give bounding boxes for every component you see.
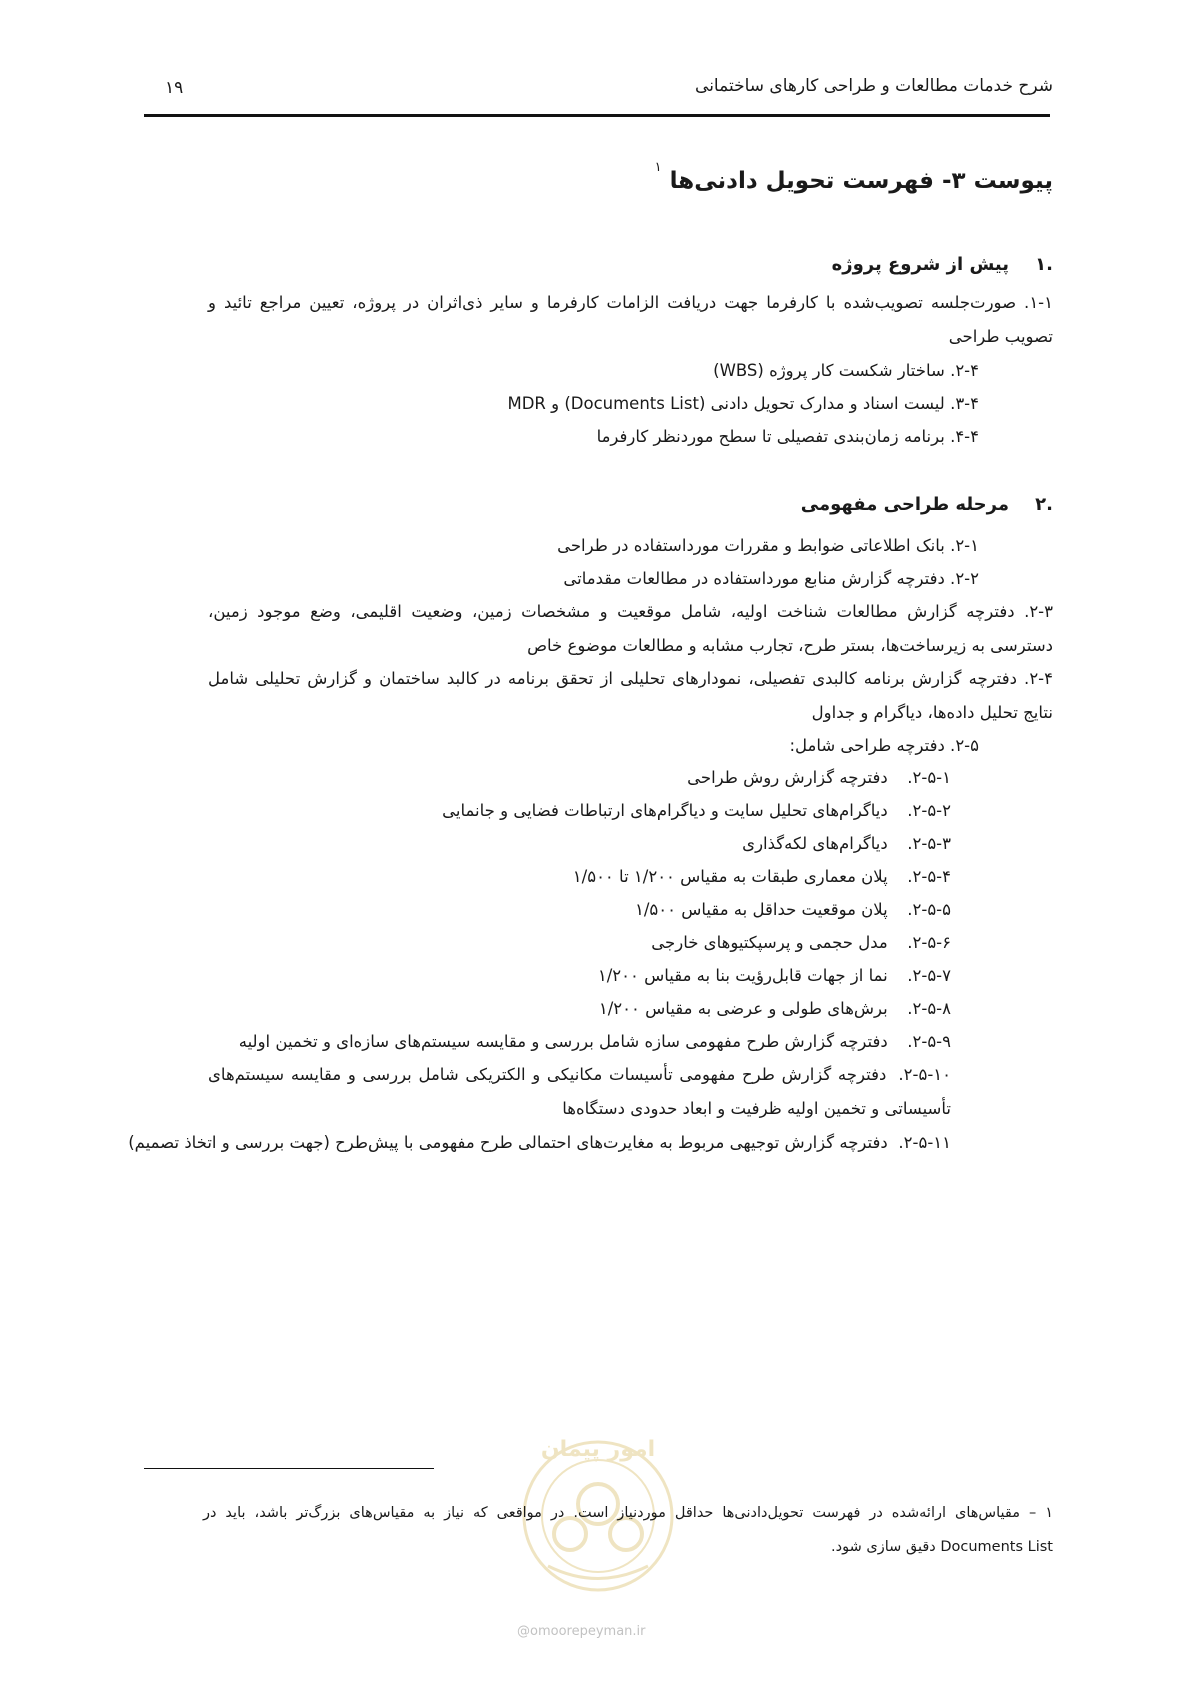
subitem-2-5-5: [635, 893, 951, 927]
section-2-item-2: ۲-۲. دفترچه گزارش منابع مورداستفاده در مطالعات مقدماتی: [563, 569, 979, 588]
section-1-item-1: ۱-۱. صورت‌جلسه تصویب‌شده با کارفرما جهت دریافت الزامات کارفرما و سایر ذی‌اثران در پروژه، تعیین مراجع تائید و تصویب طراحی: [208, 293, 1053, 346]
footnote-reference: ۱: [654, 160, 662, 176]
subitem-2-5-11: [128, 1126, 951, 1160]
subitem-number: ۲-۵-۷.: [907, 966, 951, 985]
subitem-text: دیاگرام‌های لکه‌گذاری: [742, 834, 888, 853]
subitem-number: ۲-۵-۸.: [907, 999, 951, 1018]
subitem-text: دیاگرام‌های تحلیل سایت و دیاگرام‌های ارتباطات فضایی و جانمایی: [442, 801, 888, 820]
subitem-2-5-6: [651, 926, 951, 960]
subitem-2-5-3: [742, 827, 951, 861]
subitem-2-5-8: [599, 992, 951, 1026]
subitem-number: ۲-۵-۱۰.: [898, 1065, 951, 1084]
appendix-title-text: پیوست ۳- فهرست تحویل دادنی‌ها: [669, 168, 1053, 194]
section-2-number: .۲: [1035, 494, 1053, 515]
section-1-title: پیش از شروع پروژه: [831, 254, 1009, 275]
page-number: ۱۹: [165, 78, 184, 98]
subitem-2-5-2: [442, 794, 951, 828]
subitem-number: ۲-۵-۹.: [907, 1032, 951, 1051]
section-2-heading: [801, 494, 1053, 515]
subitem-number: ۲-۵-۳.: [907, 834, 951, 853]
subitem-number: ۲-۵-۶.: [907, 933, 951, 952]
section-1-number: .۱: [1035, 254, 1053, 275]
subitem-number: ۲-۵-۱.: [907, 768, 951, 787]
section-1-item-4: ۴-۴. برنامه زمان‌بندی تفصیلی تا سطح موردنظر کارفرما: [596, 427, 979, 446]
section-2-item-5: ۲-۵. دفترچه طراحی شامل:: [789, 736, 979, 755]
footnote-divider: [144, 1468, 434, 1469]
section-1-item-2: ۲-۴. ساختار شکست کار پروژه (WBS): [713, 361, 979, 380]
watermark-url: @omoorepeyman.ir: [517, 1624, 646, 1639]
subitem-text: نما از جهات قابل‌رؤیت بنا به مقیاس ۱/۲۰۰: [597, 966, 888, 985]
subitem-text: دفترچه گزارش طرح مفهومی تأسیسات مکانیکی و الکتریکی شامل بررسی و مقایسه سیستم‌های تأسیساتی و تخمین اولیه ظرفیت و ابعاد حدودی دستگاه‌ها: [208, 1065, 951, 1118]
watermark-brand-text: امور پیمان: [540, 1437, 656, 1462]
footnote: [203, 1496, 1053, 1564]
appendix-title: [653, 160, 1053, 194]
section-2-item-3: ۲-۳. دفترچه گزارش مطالعات شناخت اولیه، شامل موقعیت و مشخصات زمین، وضعیت اقلیمی، وضع موجود زمین، دسترسی به زیرساخت‌ها، بستر طرح، تجارب مشابه و مطالعات موضوع خاص: [208, 602, 1053, 655]
section-2-item-1: ۲-۱. بانک اطلاعاتی ضوابط و مقررات مورداستفاده در طراحی: [557, 536, 979, 555]
subitem-text: دفترچه گزارش توجیهی مربوط به مغایرت‌های احتمالی طرح مفهومی با پیش‌طرح (جهت بررسی و اتخاذ تصمیم): [128, 1133, 888, 1152]
subitem-number: ۲-۵-۲.: [907, 801, 951, 820]
subitem-text: دفترچه گزارش روش طراحی: [687, 768, 888, 787]
footnote-marker: ۱ –: [1028, 1505, 1054, 1521]
section-1-item-3: ۳-۴. لیست اسناد و مدارک تحویل دادنی (Documents List) و MDR: [507, 394, 979, 413]
running-header-title: شرح خدمات مطالعات و طراحی کارهای ساختمانی: [695, 76, 1053, 96]
section-2-item-4: ۲-۴. دفترچه گزارش برنامه کالبدی تفصیلی، نمودارهای تحلیلی از تحقق برنامه در کالبد ساختمان و گزارش تحلیلی شامل نتایج تحلیل داده‌ها، دیاگرام و جداول: [208, 669, 1053, 722]
subitem-2-5-1: [687, 761, 951, 795]
subitem-2-5-4: [573, 860, 951, 894]
footnote-text: مقیاس‌های ارائه‌شده در فهرست تحویل‌دادنی‌ها حداقل موردنیاز است. در مواقعی که نیاز به مقیاس‌های بزرگ‌تر باشد، باید در Documents List دقیق سازی شود.: [203, 1505, 1053, 1555]
subitem-text: دفترچه گزارش طرح مفهومی سازه شامل بررسی و مقایسه سیستم‌های سازه‌ای و تخمین اولیه: [238, 1032, 888, 1051]
subitem-number: ۲-۵-۵.: [907, 900, 951, 919]
section-2-title: مرحله طراحی مفهومی: [800, 494, 1009, 515]
subitem-text: پلان معماری طبقات به مقیاس ۱/۲۰۰ تا ۱/۵۰۰: [572, 867, 888, 886]
section-1-heading: [832, 254, 1053, 275]
subitem-number: ۲-۵-۱۱.: [898, 1133, 951, 1152]
subitem-text: مدل حجمی و پرسپکتیوهای خارجی: [651, 933, 888, 952]
header-divider: [144, 114, 1050, 117]
subitem-2-5-10: [208, 1058, 951, 1126]
subitem-number: ۲-۵-۴.: [907, 867, 951, 886]
subitem-text: پلان موقعیت حداقل به مقیاس ۱/۵۰۰: [634, 900, 888, 919]
subitem-text: برش‌های طولی و عرضی به مقیاس ۱/۲۰۰: [598, 999, 888, 1018]
subitem-2-5-9: [239, 1025, 951, 1059]
subitem-2-5-7: [598, 959, 951, 993]
